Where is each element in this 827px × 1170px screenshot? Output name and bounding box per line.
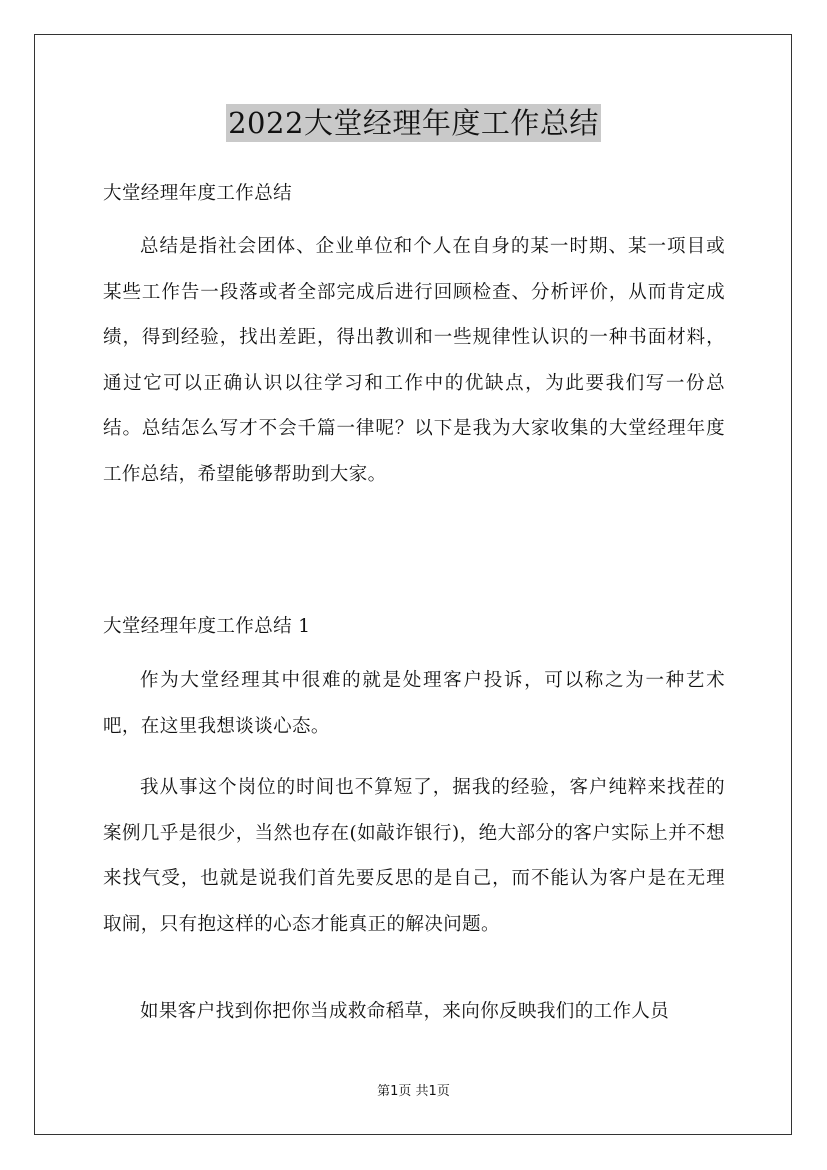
page-footer: 第1页 共1页 [377, 1084, 450, 1099]
section-heading: 大堂经理年度工作总结 1 [103, 616, 311, 637]
paragraph-3: 如果客户找到你把你当成救命稻草，来向你反映我们的工作人员 [140, 1001, 670, 1022]
document-subtitle: 大堂经理年度工作总结 [103, 183, 293, 204]
paragraph-2: 我从事这个岗位的时间也不算短了，据我的经验，客户纯粹来找茬的案例几乎是很少，当然也存在(如敲诈银行)，绝大部分的客户实际上并不想来找气受，也就是说我们首先要反思的是自己，而不能认为客户是在无理取闹，只有抱这样的心态才能真正的解决问题。 [103, 777, 725, 935]
document-title: 2022大堂经理年度工作总结 [228, 106, 599, 140]
intro-paragraph: 总结是指社会团体、企业单位和个人在自身的某一时期、某一项目或某些工作告一段落或者全部完成后进行回顾检查、分析评价，从而肯定成绩，得到经验，找出差距，得出教训和一些规律性认识的一种书面材料，通过它可以正确认识以往学习和工作中的优缺点，为此要我们写一份总结。总结怎么写才不会千篇一律呢？以下是我为大家收集的大堂经理年度工作总结，希望能够帮助到大家。 [103, 236, 725, 485]
paragraph-1: 作为大堂经理其中很难的就是处理客户投诉，可以称之为一种艺术吧，在这里我想谈谈心态。 [103, 670, 725, 737]
title-container [0, 104, 827, 142]
